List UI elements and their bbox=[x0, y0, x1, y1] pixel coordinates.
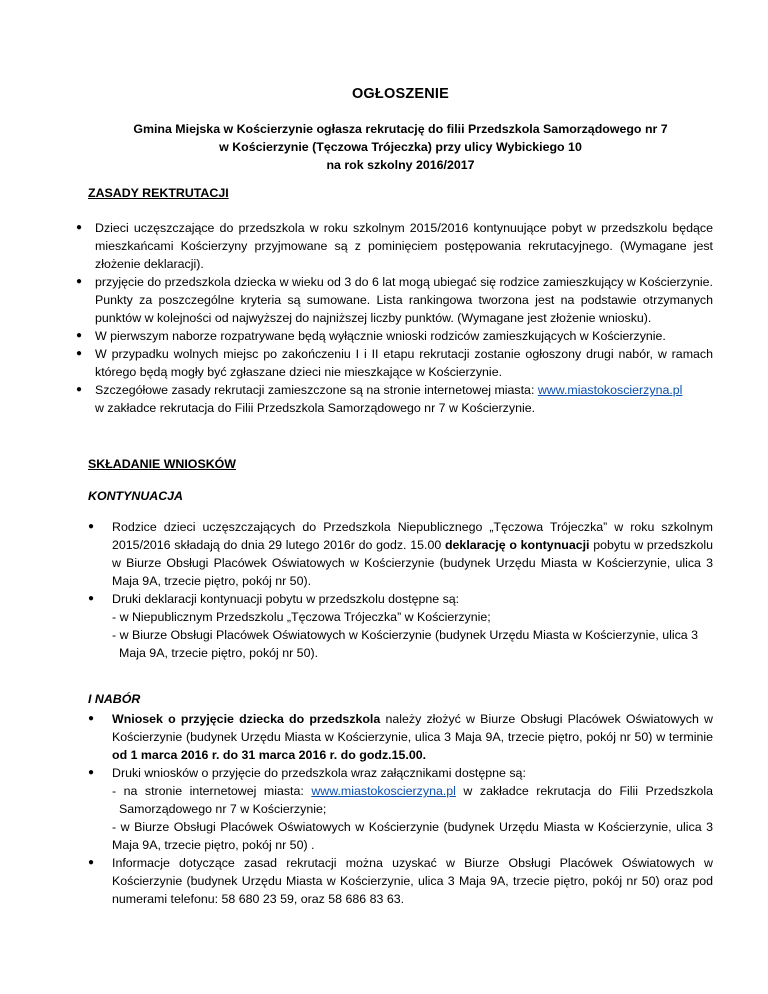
page-title: OGŁOSZENIE bbox=[351, 86, 450, 102]
zasady-heading: ZASADY REKTRUTACJI bbox=[88, 186, 229, 200]
bullet-icon: ● bbox=[76, 384, 83, 395]
bullet-icon: ● bbox=[76, 330, 83, 341]
zasady-list bbox=[76, 219, 713, 417]
nabor-heading: I NABÓR bbox=[88, 692, 141, 706]
bullet-icon: ● bbox=[88, 593, 95, 604]
website-link[interactable]: www.miastokoscierzyna.pl bbox=[311, 784, 456, 798]
kontynuacja-list bbox=[88, 518, 713, 662]
bullet-icon: ● bbox=[76, 276, 83, 287]
bullet-icon: ● bbox=[88, 521, 95, 532]
list-item: ● Rodzice dzieci uczęszczających do Przedszkola Niepublicznego „Tęczowa Trójeczka” w roku szkolnym 2015/2016 składają do dnia 29 lutego 2016r do godz. 15.00 deklarację o kontynuacji pobytu w przedszkolu w Biurze Obsługi Placówek Oświatowych w Kościerzynie (budynek Urzędu Miasta w Kościerzynie, ulica 3 Maja 9A, trzecie piętro, pokój nr 50). bbox=[88, 520, 713, 588]
list-item: ● Wniosek o przyjęcie dziecka do przedszkola należy złożyć w Biurze Obsługi Placówek Oświatowych w Kościerzynie (budynek Urzędu Miasta w Kościerzynie, ulica 3 Maja 9A, trzecie piętro, pokój nr 50) w terminie od 1 marca 2016 r. do 31 marca 2016 r. do godz.15.00. bbox=[88, 712, 713, 762]
bullet-icon: ● bbox=[88, 713, 95, 724]
list-item: ● W przypadku wolnych miejsc po zakończeniu I i II etapu rekrutacji zostanie ogłoszony drugi nabór, w ramach którego będą mogły być zgłaszane dzieci nie mieszkające w Kościerzynie. bbox=[76, 347, 713, 379]
website-link[interactable]: www.miastokoscierzyna.pl bbox=[537, 383, 683, 397]
subtitle-line: w Kościerzynie (Tęczowa Trójeczka) przy ulicy Wybickiego 10 bbox=[219, 140, 582, 154]
list-item: ● przyjęcie do przedszkola dziecka w wieku od 3 do 6 lat mogą ubiegać się rodzice zamieszkujący w Kościerzynie. Punkty za poszczególne kryteria są sumowane. Lista rankingowa tworzona jest na podstawie otrzymanych punktów w kolejności od najwyższej do najniższej liczby punktów. (Wymagane jest złożenie wniosku). bbox=[76, 275, 713, 325]
list-item: ● Dzieci uczęszczające do przedszkola w roku szkolnym 2015/2016 kontynuujące pobyt w przedszkolu będące mieszkańcami Kościerzyny przyjmowane są z pominięciem postępowania rekrutacyjnego. (Wymagane jest złożenie deklaracji). bbox=[76, 221, 713, 271]
subtitle-line: Gmina Miejska w Kościerzynie ogłasza rekrutację do filii Przedszkola Samorządowego nr 7 bbox=[133, 122, 668, 136]
skladanie-heading: SKŁADANIE WNIOSKÓW bbox=[88, 457, 236, 471]
list-item: ● Informacje dotyczące zasad rekrutacji można uzyskać w Biurze Obsługi Placówek Oświatowych w Kościerzynie (budynek Urzędu Miasta w Kościerzynie, ulica 3 Maja 9A, trzecie piętro, pokój nr 50) oraz pod numerami telefonu: 58 680 23 59, oraz 58 686 83 63. bbox=[88, 856, 713, 906]
nabor-list bbox=[88, 710, 714, 908]
list-item: ● Szczegółowe zasady rekrutacji zamieszczone są na stronie internetowej miasta: www.miastokoscierzyna.pl w zakładce rekrutacja do Filii Przedszkola Samorządowego nr 7 w Kościerzynie. bbox=[76, 383, 683, 415]
bullet-icon: ● bbox=[88, 857, 95, 868]
bullet-icon: ● bbox=[76, 348, 83, 359]
bullet-icon: ● bbox=[76, 222, 83, 233]
subtitle-line: na rok szkolny 2016/2017 bbox=[326, 158, 475, 172]
list-item: ● W pierwszym naborze rozpatrywane będą wyłącznie wnioski rodziców zamieszkujących w Kościerzynie. bbox=[76, 329, 666, 343]
kontynuacja-heading: KONTYNUACJA bbox=[88, 489, 183, 503]
list-item: ● Druki wniosków o przyjęcie do przedszkola wraz załącznikami dostępne są: - na stronie internetowej miasta: www.miastokoscierzyna.pl w zakładce rekrutacja do Filii Przedszkola Samorządowego nr 7 w Kościerzynie; - w Biurze Obsługi Placówek Oświatowych w Kościerzynie (budynek Urzędu Miasta w Kościerzynie, ulica 3 Maja 9A, trzecie piętro, pokój nr 50) . bbox=[88, 766, 714, 852]
list-item: ● Druki deklaracji kontynuacji pobytu w przedszkolu dostępne są: - w Niepublicznym Przedszkolu „Tęczowa Trójeczka” w Kościerzynie; - w Biurze Obsługi Placówek Oświatowych w Kościerzynie (budynek Urzędu Miasta w Kościerzynie, ulica 3 Maja 9A, trzecie piętro, pokój nr 50). bbox=[88, 592, 699, 660]
bullet-icon: ● bbox=[88, 767, 95, 778]
announcement-subtitle bbox=[88, 120, 713, 174]
